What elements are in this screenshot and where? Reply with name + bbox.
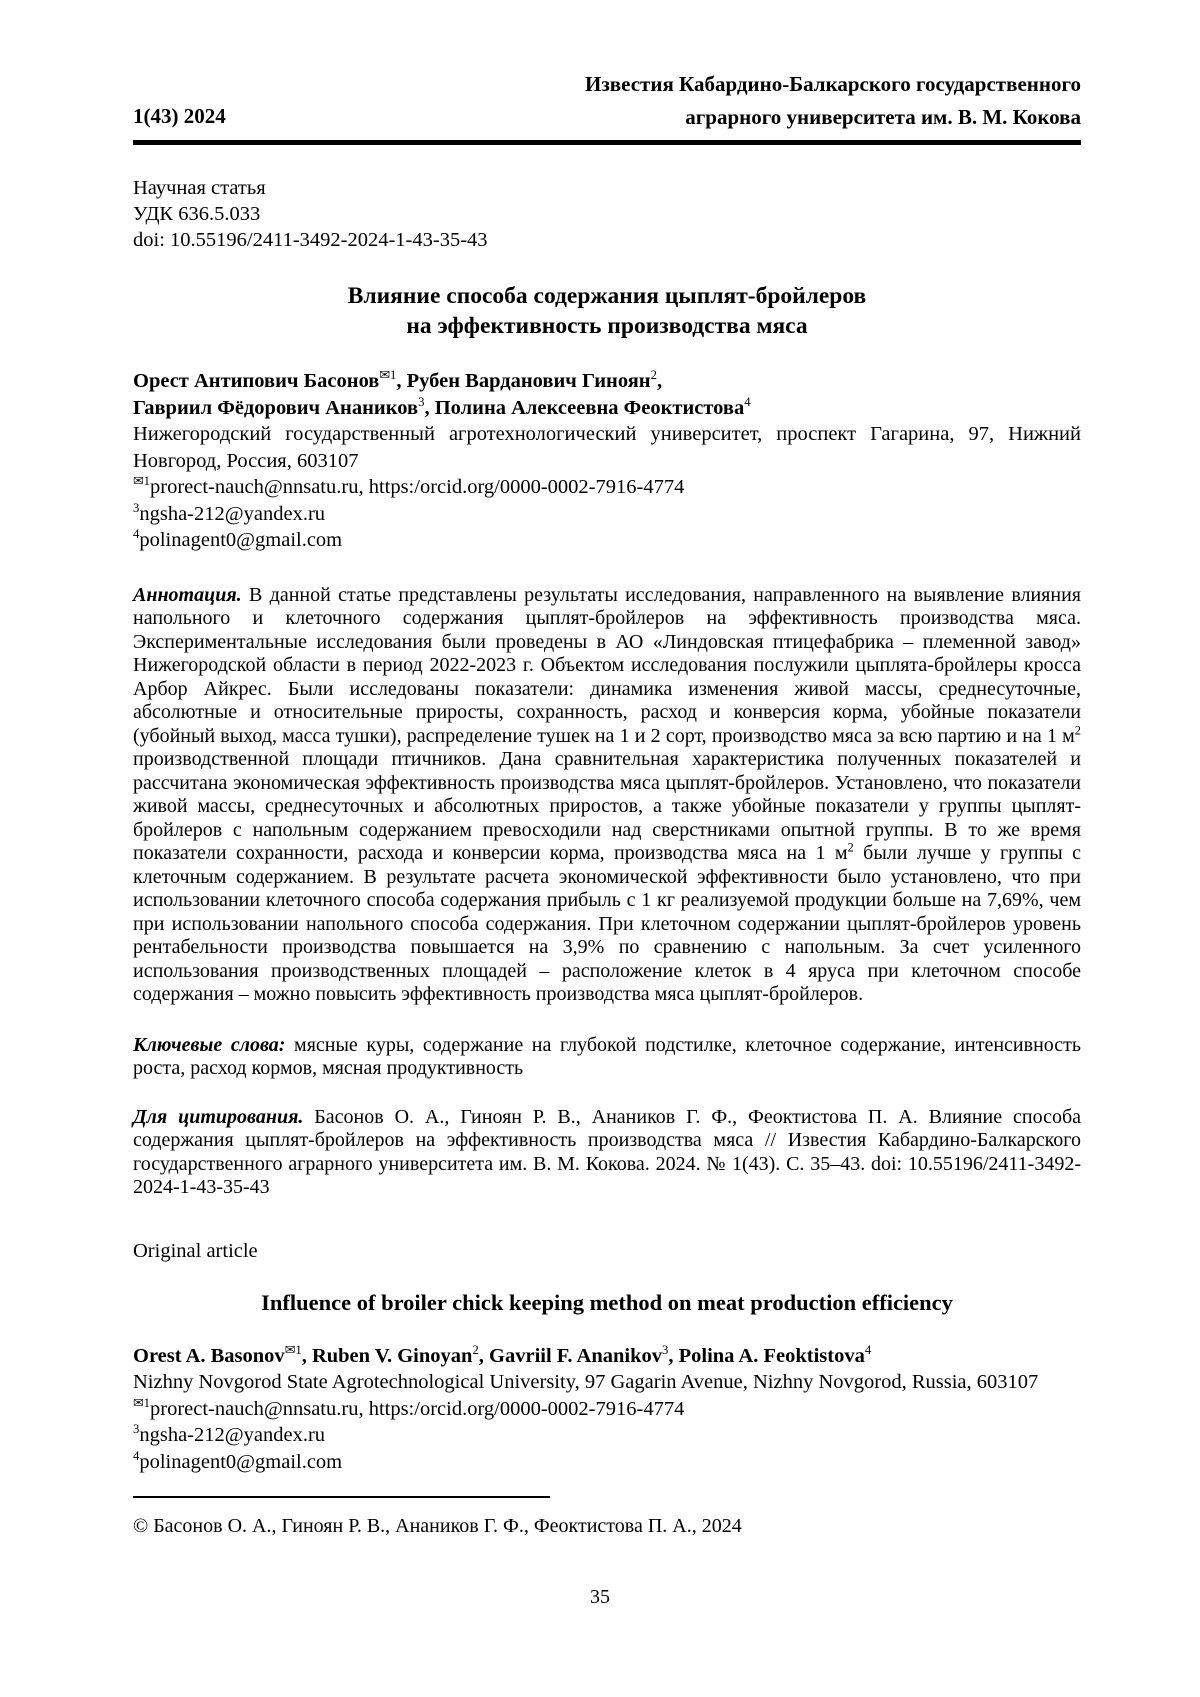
author-separator: ,: [424, 396, 435, 419]
contact-en-1-marker: [133, 1396, 150, 1410]
author-en-3-ref: 3: [662, 1342, 669, 1357]
authors-en-line: [133, 1343, 1081, 1370]
contact-en-2-email: ngsha-212@yandex.ru: [139, 1424, 326, 1447]
contact-ru-2-email: ngsha-212@yandex.ru: [139, 502, 326, 525]
journal-title-line2: аграрного университета им. В. М. Кокова: [685, 104, 1081, 129]
contact-en-2: [133, 1422, 1081, 1449]
keywords-text: мясные куры, содержание на глубокой подстилке, клеточное содержание, интенсивность роста, расход кормов, мясная продуктивность: [133, 1033, 1082, 1080]
contact-ru-3-ref: 4: [133, 527, 140, 542]
contact-ru-1-ref: 1: [143, 474, 151, 489]
footnote-divider: [133, 1496, 550, 1498]
contact-ru-3-email: polinagent0@gmail.com: [139, 529, 343, 552]
abstract-text-1: В данной статье представлены результаты исследования, направленного на выявление влияния напольного и клеточного содержания цыплят-бройлеров на эффективность производства мяса. Экспериментальные исследования были проведены в АО «Линдовская птицефабрика – племенной завод» Нижегородской области в период 2022-2023 г. Объектом исследования послужили цыплята-бройлеры кросса Арбор Айкрес. Были исследованы показатели: динамика изменения живой массы, среднесуточные, абсолютные и относительные приросты, сохранность, расход и конверсия корма, убойные показатели (убойный выход, масса тушки), распределение тушек на 1 и 2 сорт, производство мяса за всю партию и на 1 м: [133, 583, 1081, 747]
original-article-label: Original article: [133, 1239, 258, 1262]
affiliation-en: Nizhny Novgorod State Agrotechnological University, 97 Gagarin Avenue, Nizhny Novgorod, Russia, 603107: [133, 1371, 1039, 1394]
contact-ru-1-email: prorect-nauch@nnsatu.ru, https:/orcid.org/0000-0002-7916-4774: [150, 476, 685, 499]
author-separator: ,: [656, 370, 663, 393]
mail-icon: ✉: [133, 474, 144, 489]
author-en-4-ref: 4: [864, 1342, 872, 1357]
citation-text: Басонов О. А., Гиноян Р. В., Анаников Г. Ф., Феоктистова П. А. Влияние способа содержания цыплят-бройлеров на эффективность производства мяса // Известия Кабардино-Балкарского государственного аграрного университета им. В. М. Кокова. 2024. № 1(43). С. 35–43. doi: 10.55196/2411-3492-2024-1-43-35-43: [133, 1105, 1082, 1199]
page-number: 35: [590, 1586, 610, 1608]
author-separator: ,: [396, 370, 407, 393]
contact-ru-3: [133, 527, 1081, 554]
header-rule: [133, 140, 1081, 145]
contact-en-1-email: prorect-nauch@nnsatu.ru, https:/orcid.org/0000-0002-7916-4774: [150, 1397, 685, 1420]
authors-ru-line1: [133, 368, 1081, 395]
article-title-en: Influence of broiler chick keeping method on meat production efficiency: [261, 1289, 953, 1315]
copyright-line: © Басонов О. А., Гиноян Р. В., Анаников Г. Ф., Феоктистова П. А., 2024: [133, 1515, 742, 1538]
article-title-ru-line2: на эффективность производства мяса: [406, 313, 808, 340]
article-type: Научная статья: [133, 177, 266, 200]
author-en-2: Ruben V. Ginoyan: [311, 1344, 473, 1367]
contact-ru-1: [133, 474, 1081, 501]
author-separator: ,: [301, 1344, 312, 1367]
udc-code: УДК 636.5.033: [133, 203, 261, 226]
doi-line: doi: 10.55196/2411-3492-2024-1-43-35-43: [133, 229, 488, 252]
affiliation-ru: Нижегородский государственный агротехнологический университет, проспект Гагарина, 97, Нижний Новгород, Россия, 603107: [133, 423, 1081, 472]
abstract-sup-1: 2: [1074, 722, 1081, 737]
authors-block-ru: [133, 368, 1081, 554]
page-header: [133, 0, 1081, 133]
contact-ru-1-marker: [133, 474, 150, 488]
author-en-1: Orest A. Basonov: [133, 1344, 285, 1367]
mail-icon: ✉: [379, 368, 391, 383]
contact-en-3-ref: 4: [133, 1448, 140, 1463]
contact-ru-2: [133, 501, 1081, 528]
author-separator: ,: [478, 1344, 490, 1367]
contact-en-3: [133, 1449, 1081, 1476]
author-en-3: Gavriil F. Ananikov: [489, 1344, 662, 1367]
abstract-text-3: были лучше у группы с клеточным содержанием. В результате расчета экономической эффективности было установлено, что при использовании клеточного способа содержания прибыль с 1 кг реализуемой продукции больше на 7,69%, чем при использовании напольного способа содержания. При клеточном содержании цыплят-бройлеров уровень рентабельности производства повышается на 3,9% по сравнению с напольным. За счет усиленного использования производственных площадей – расположение клеток в 4 яруса при клеточном способе содержания – можно повысить эффективность производства мяса цыплят-бройлеров.: [133, 842, 1081, 1006]
author-ru-4-ref: 4: [744, 394, 751, 409]
author-ru-1-marker: [379, 368, 396, 382]
journal-title-line1: Известия Кабардино-Балкарского государственного: [585, 72, 1081, 96]
author-en-2-ref: 2: [472, 1342, 479, 1357]
keywords-label: Ключевые слова:: [133, 1033, 286, 1056]
abstract-label: Аннотация.: [133, 583, 242, 606]
article-meta: [133, 175, 1081, 253]
mail-icon: ✉: [133, 1395, 144, 1410]
author-ru-2-ref: 2: [650, 368, 657, 383]
mail-icon: ✉: [284, 1342, 296, 1357]
author-en-4: Polina A. Feoktistova: [678, 1344, 865, 1367]
author-ru-1-ref: 1: [390, 368, 397, 383]
contact-en-3-email: polinagent0@gmail.com: [139, 1450, 343, 1473]
journal-title: [585, 68, 1081, 133]
author-en-1-marker: [285, 1343, 302, 1357]
issue-number: 1(43) 2024: [133, 103, 226, 128]
authors-ru-line2: [133, 395, 1081, 422]
citation-ru: [133, 1106, 1081, 1200]
contact-en-1-ref: 1: [143, 1395, 151, 1410]
author-ru-1: Орест Антипович Басонов: [133, 370, 380, 393]
page-content: [133, 0, 1081, 1538]
article-title-ru-line1: Влияние способа содержания цыплят-бройлеров: [347, 283, 867, 310]
abstract-sup-2: 2: [847, 840, 854, 855]
author-ru-2: Рубен Варданович Гиноян: [406, 370, 651, 393]
authors-block-en: [133, 1343, 1081, 1476]
contact-en-1: [133, 1396, 1081, 1423]
article-title-ru: [133, 281, 1081, 341]
abstract-text-2: производственной площади птичников. Дана сравнительная характеристика полученных показателей и рассчитана экономическая эффективность производства мяса цыплят-бройлеров. Установлено, что показатели живой массы, среднесуточных и абсолютных приростов, а также убойные показатели у группы цыплят-бройлеров с напольным содержанием превосходили над сверстниками опытной группы. В то же время показатели сохранности, расхода и конверсии корма, производства мяса на 1 м: [133, 748, 1081, 865]
citation-label: Для цитирования.: [133, 1105, 304, 1128]
author-en-1-ref: 1: [295, 1342, 302, 1357]
abstract-ru: [133, 584, 1081, 1007]
author-ru-3: Гавриил Фёдорович Анаников: [133, 396, 419, 419]
author-separator: ,: [668, 1344, 679, 1367]
contact-en-2-ref: 3: [133, 1422, 140, 1437]
author-ru-3-ref: 3: [418, 394, 425, 409]
keywords-ru: [133, 1034, 1081, 1081]
contact-ru-2-ref: 3: [133, 500, 140, 515]
author-ru-4: Полина Алексеевна Феоктистова: [434, 396, 745, 419]
